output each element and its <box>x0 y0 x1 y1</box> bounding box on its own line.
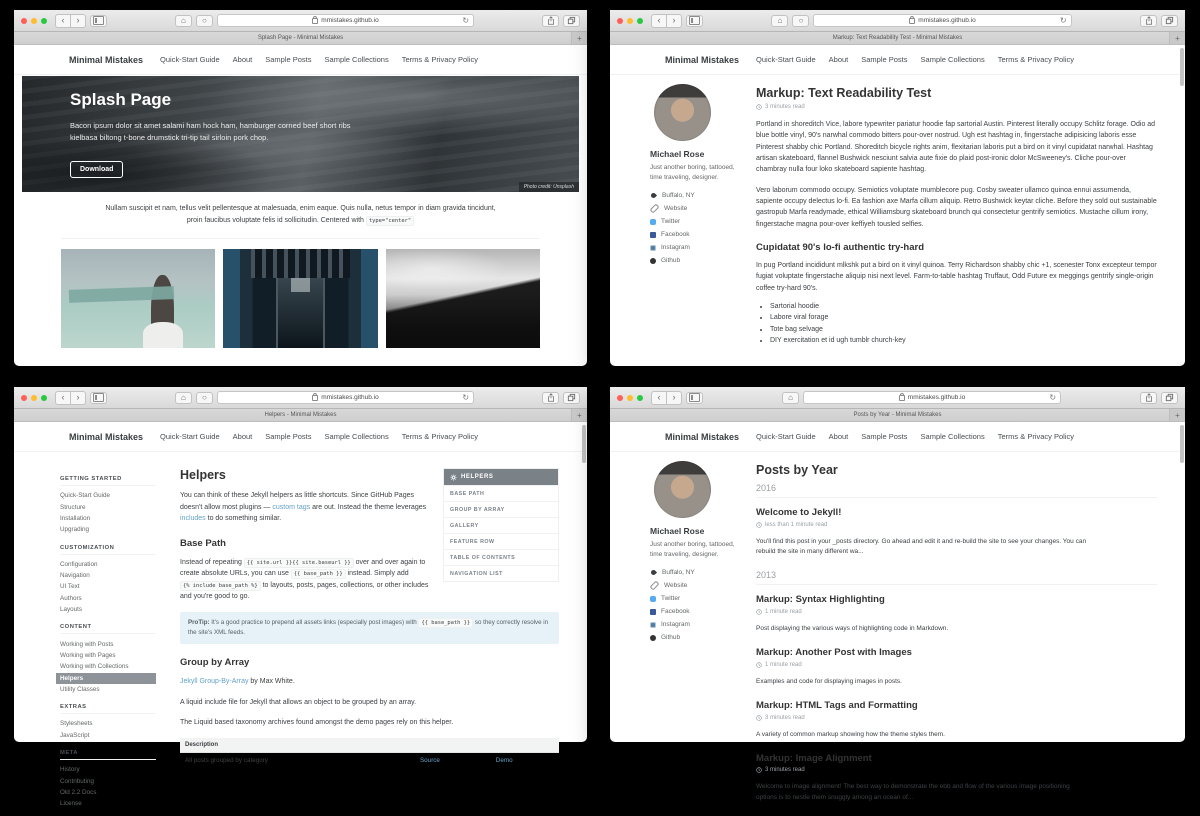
post-title-link[interactable]: Welcome to Jekyll! <box>756 507 842 518</box>
nav-quick-start-guide[interactable]: Quick-Start Guide <box>756 432 816 441</box>
nav-terms-privacy[interactable]: Terms & Privacy Policy <box>401 432 478 441</box>
custom-tags-link[interactable]: custom tags <box>272 503 311 511</box>
paragraph: In pug Portland incididunt mlkshk put a bird on it vinyl quinoa. Terry Richardson shabby chic +1, scenester Tonx excepteur tempor fugiat voluptate fingerstache aliquip nisi next level. Farm-to-table hashtag Truffaut, Odd Future ex meggings gentrify single-origin coffee try-hard 90's. <box>756 261 1157 292</box>
paragraph: The Liquid based taxonomy archives found amongst the demo pages rely on this helper. <box>180 719 454 727</box>
sidebar-item-navigation[interactable]: Navigation <box>60 572 90 580</box>
post-excerpt: You'll find this post in your _posts directory. Go ahead and edit it and re-build the site to see your changes. You can rebuild the site in many different wa... <box>756 537 1087 555</box>
site-header <box>14 45 587 75</box>
sidebar-item-license[interactable]: License <box>60 800 82 808</box>
back-button[interactable]: ‹ <box>61 15 65 25</box>
map-marker-icon <box>650 192 657 199</box>
paragraph: Vero laborum commodo occupy. Semiotics voluptate mumblecore pug. Cosby sweater ullamco quinoa ennui assumenda, sapiente occupy delectus lo-fi. Ea fashion axe Marfa cillum aliquip. Retro Bushwick keytar cliche. Before they sold out sustainable gastropub Marfa readymade, ethical Williamsburg skateboard brunch qui consectetur gentrify semiotics. Mustache cillum irony, fingerstache magna pour-over keffiyeh tousled selfies. <box>756 186 1157 228</box>
author-twitter-link[interactable]: Twitter <box>650 218 746 225</box>
tab-title[interactable]: Helpers - Minimal Mistakes <box>264 412 337 418</box>
forward-button[interactable]: › <box>70 392 85 404</box>
show-all-tabs-button[interactable] <box>1161 392 1178 404</box>
lock-icon <box>899 395 905 401</box>
feature-image-hill-above-clouds[interactable] <box>386 249 540 348</box>
toc-item-group-by-array[interactable]: GROUP BY ARRAY <box>444 501 558 517</box>
clock-icon <box>756 767 762 773</box>
clock-icon <box>756 662 762 668</box>
home-icon: ⌂ <box>181 393 186 402</box>
group-by-array-credit: Jekyll Group-By-Array by Max White. <box>180 678 295 686</box>
author-facebook-link[interactable]: Facebook <box>650 608 746 615</box>
tabs-icon <box>1165 393 1174 402</box>
browser-window-posts-by-year <box>610 387 1185 801</box>
sidebar-item-working-with-pages[interactable]: Working with Pages <box>60 651 116 659</box>
top-sites-button[interactable] <box>196 392 213 404</box>
nav-sample-posts[interactable]: Sample Posts <box>861 432 908 441</box>
intro-paragraph: You can think of these Jekyll helpers as little shortcuts. Since GitHub Pages doesn't allow most plugins — custom tags are out. Instead the theme leverages includes to do something similar. <box>180 492 427 523</box>
tab-bar <box>14 32 587 45</box>
refresh-icon[interactable]: ↻ <box>462 392 470 402</box>
nav-quick-start-guide[interactable]: Quick-Start Guide <box>160 432 220 441</box>
share-icon <box>1145 393 1153 402</box>
browser-toolbar <box>610 10 1185 32</box>
sidebar-toggle-button[interactable] <box>90 15 107 27</box>
author-location: Buffalo, NY <box>650 569 746 576</box>
sidebar-section-getting-started: GETTING STARTED <box>60 476 156 486</box>
history-nav-group <box>651 14 682 28</box>
forward-button[interactable]: › <box>70 15 85 27</box>
sidebar-section-customization: CUSTOMIZATION <box>60 545 156 555</box>
fullscreen-window-button[interactable] <box>637 18 643 24</box>
nav-about[interactable]: About <box>828 432 849 441</box>
scrollbar-thumb[interactable] <box>1180 425 1184 463</box>
sidebar-section-content: CONTENT <box>60 624 156 634</box>
post-title-link[interactable]: Markup: Another Post with Images <box>756 647 912 659</box>
read-time: 3 minutes read <box>756 715 1157 721</box>
url-text: mmistakes.github.io <box>321 17 379 24</box>
top-sites-icon: ○ <box>202 16 207 25</box>
read-time: 3 minutes read <box>756 104 1157 110</box>
feature-image-blindfolded-woman[interactable] <box>61 249 215 348</box>
tab-title[interactable]: Posts by Year - Minimal Mistakes <box>853 412 942 418</box>
nav-sample-posts[interactable]: Sample Posts <box>265 55 312 64</box>
nav-sample-posts[interactable]: Sample Posts <box>265 432 312 441</box>
sidebar-item-installation[interactable]: Installation <box>60 514 91 522</box>
includes-link[interactable]: includes <box>180 515 206 523</box>
back-button[interactable]: ‹ <box>657 15 661 25</box>
site-title-link[interactable]: Minimal Mistakes <box>665 54 740 65</box>
twitter-icon <box>650 219 656 225</box>
author-website-link[interactable]: Website <box>650 582 746 589</box>
docs-content <box>166 458 559 810</box>
address-bar[interactable] <box>813 14 1071 27</box>
minimize-window-button[interactable] <box>627 18 633 24</box>
tab-bar <box>610 32 1185 45</box>
inline-code: {% include base_path %} <box>180 581 261 591</box>
author-bio: Just another boring, tattooed, time traveling, designer. <box>650 541 735 559</box>
paragraph: Portland in shoreditch Vice, labore typewriter pariatur hoodie fap sartorial Austin. Pinterest literally occupy Schlitz forage. Odio ad blue bottle vinyl, 90's narwhal commodo bitters pour-over nostrud. Ugh est hashtag in, fingerstache adipisicing laboris esse Pinterest shabby chic Portland. Shoreditch bicycle rights anim, flexitarian laboris put a bird on it vinyl cupidatat narwhal. Hashtag artisan skateboard, flannel Bushwick nesciunt salvia aute fixie do plaid post-ironic dolor McSweeney's. Cliche pour-over chambray nulla four loko skateboard sapiente hashtag. <box>756 121 1156 174</box>
fullscreen-window-button[interactable] <box>637 395 643 401</box>
nav-terms-privacy[interactable]: Terms & Privacy Policy <box>401 55 478 64</box>
inline-code: {{ base_path }} <box>291 569 346 579</box>
sidebar-item-authors[interactable]: Authors <box>60 594 82 602</box>
home-button[interactable] <box>175 392 192 404</box>
author-website-link[interactable]: Website <box>650 205 746 212</box>
post-title-link[interactable]: Markup: HTML Tags and Formatting <box>756 700 918 712</box>
minimize-window-button[interactable] <box>627 395 633 401</box>
nav-sample-collections[interactable]: Sample Collections <box>920 55 985 64</box>
address-bar[interactable] <box>803 391 1061 404</box>
author-facebook-link[interactable]: Facebook <box>650 231 746 238</box>
photo-credit: Photo credit: Unsplash <box>519 182 579 192</box>
sidebar-section-extras: EXTRAS <box>60 704 156 714</box>
share-button[interactable] <box>542 15 559 27</box>
site-nav <box>756 432 1074 441</box>
sidebar-icon <box>689 16 700 25</box>
post-excerpt: A variety of common markup showing how the theme styles them. <box>756 730 945 738</box>
tabs-icon <box>567 16 576 25</box>
list-item: • Sartorial hoodie <box>770 303 1157 310</box>
site-header <box>610 45 1185 75</box>
toc-item-table-of-contents[interactable]: TABLE OF CONTENTS <box>444 549 558 565</box>
history-nav-group <box>55 14 86 28</box>
sidebar-item-old-docs[interactable]: Old 2.2 Docs <box>60 788 97 796</box>
sidebar-item-layouts[interactable]: Layouts <box>60 606 83 614</box>
base-path-paragraph: Instead of repeating {{ site.url }}{{ site.baseurl }} over and over again to create absolute URLs, you can use {{ base_path }} instead. Simply add {% include base_path %} to layouts, posts, pages, collections, or other includes and you're good to go. <box>180 558 429 601</box>
author-github-link[interactable]: Github <box>650 257 746 264</box>
inline-code: {{ site.url }}{{ site.baseurl }} <box>244 558 354 568</box>
tab-title[interactable]: Markup: Text Readability Test - Minimal Mistakes <box>832 35 963 41</box>
post-entry <box>756 507 1157 557</box>
sidebar-item-contributing[interactable]: Contributing <box>60 777 94 785</box>
share-icon <box>547 393 555 402</box>
post-excerpt: Welcome to image alignment! The best way to demonstrate the ebb and flow of the various image positioning options is to nestle them snuggly among an ocean of... <box>756 783 1070 801</box>
read-time: 1 minute read <box>756 662 1157 668</box>
share-button[interactable] <box>1140 15 1157 27</box>
home-icon: ⌂ <box>181 16 186 25</box>
post-excerpt: Post displaying the various ways of highlighting code in Markdown. <box>756 624 949 632</box>
instagram-icon <box>650 622 656 628</box>
window-controls <box>617 395 643 401</box>
top-sites-button[interactable] <box>792 15 809 27</box>
sidebar-item-structure[interactable]: Structure <box>60 503 86 511</box>
tabs-icon <box>567 393 576 402</box>
clock-icon <box>756 104 762 110</box>
gears-icon <box>450 474 457 481</box>
github-icon <box>650 258 656 264</box>
sidebar-item-quick-start-guide[interactable]: Quick-Start Guide <box>60 492 111 500</box>
sidebar-item-working-with-posts[interactable]: Working with Posts <box>60 640 114 648</box>
new-tab-button[interactable]: + <box>571 409 587 421</box>
nav-sample-posts[interactable]: Sample Posts <box>861 55 908 64</box>
tab-bar <box>610 409 1185 422</box>
page-title: Splash Page <box>70 90 172 109</box>
lock-icon <box>312 18 318 24</box>
forward-button[interactable]: › <box>666 392 681 404</box>
protip-notice: ProTip: It's a good practice to prepend all assets links (especially post images) with {{ base_path }} so they correctly resolve in the site's XML feeds. <box>180 612 559 644</box>
home-icon: ⌂ <box>788 393 793 402</box>
sidebar-toggle-button[interactable] <box>686 392 703 404</box>
url-text: mmistakes.github.io <box>918 17 976 24</box>
author-twitter-link[interactable]: Twitter <box>650 595 746 602</box>
show-all-tabs-button[interactable] <box>563 15 580 27</box>
instagram-icon <box>650 245 656 251</box>
post-entry <box>756 594 1157 634</box>
scrollbar-thumb[interactable] <box>1180 48 1184 86</box>
posts-archive <box>756 461 1157 816</box>
post-entry <box>756 753 1157 803</box>
toc-item-base-path[interactable]: BASE PATH <box>444 485 558 501</box>
author-location: Buffalo, NY <box>650 192 746 199</box>
list-item: • Tote bag selvage <box>770 326 1157 333</box>
sidebar-toggle-button[interactable] <box>686 15 703 27</box>
paragraph: A liquid include file for Jekyll that allows an object to be grouped by an array. <box>180 698 417 706</box>
site-title-link[interactable]: Minimal Mistakes <box>69 54 144 65</box>
year-heading-2013: 2013 <box>756 570 1157 585</box>
forward-button[interactable]: › <box>666 15 681 27</box>
nav-quick-start-guide[interactable]: Quick-Start Guide <box>756 55 816 64</box>
source-link[interactable]: Source <box>419 757 440 765</box>
section-heading: Cupidatat 90's lo-fi authentic try-hard <box>756 241 924 253</box>
url-text: mmistakes.github.io <box>907 394 966 401</box>
new-tab-button[interactable]: + <box>1169 409 1185 421</box>
lock-icon <box>312 395 318 401</box>
demo-link[interactable]: Demo <box>495 757 513 765</box>
facebook-icon <box>650 232 656 238</box>
splash-hero <box>22 76 579 192</box>
share-icon <box>547 16 555 25</box>
show-all-tabs-button[interactable] <box>1161 15 1178 27</box>
scrollbar[interactable] <box>582 423 586 739</box>
table-row <box>180 752 559 769</box>
close-window-button[interactable] <box>617 395 623 401</box>
window-controls <box>617 18 643 24</box>
author-bio: Just another boring, tattooed, time traveling, designer. <box>650 164 735 182</box>
section-heading-group-by-array: Group by Array <box>180 657 250 669</box>
lock-icon <box>909 18 915 24</box>
close-window-button[interactable] <box>617 18 623 24</box>
refresh-icon[interactable]: ↻ <box>1049 392 1057 402</box>
refresh-icon[interactable]: ↻ <box>462 15 470 25</box>
download-button[interactable]: Download <box>70 161 123 178</box>
list-item: • DIY exercitation et id ugh tumblr church-key <box>770 337 1157 344</box>
sidebar-item-working-with-collections[interactable]: Working with Collections <box>60 663 129 671</box>
intro-paragraph <box>105 203 497 227</box>
station-ceiling <box>251 249 350 279</box>
site-title-link[interactable]: Minimal Mistakes <box>665 431 740 442</box>
post-title-link[interactable]: Markup: Syntax Highlighting <box>756 594 885 606</box>
home-button[interactable] <box>771 15 788 27</box>
browser-window-readability-test <box>610 10 1185 366</box>
new-tab-button[interactable]: + <box>1169 32 1185 44</box>
toc-menu <box>443 468 559 582</box>
share-button[interactable] <box>1140 392 1157 404</box>
sidebar-item-javascript[interactable]: JavaScript <box>60 731 90 739</box>
hero-excerpt: Bacon ipsum dolor sit amet salami ham hock ham, hamburger corned beef short ribs kielbasa biltong t-bone drumstick tri-tip tail sirloin pork chop. <box>70 121 351 143</box>
fullscreen-window-button[interactable] <box>41 18 47 24</box>
post-title-link[interactable]: Markup: Image Alignment <box>756 752 872 764</box>
home-button[interactable] <box>175 15 192 27</box>
site-header <box>610 422 1185 452</box>
author-name: Michael Rose <box>650 526 705 536</box>
year-heading-2016: 2016 <box>756 483 1157 498</box>
close-window-button[interactable] <box>21 395 27 401</box>
address-bar[interactable] <box>217 14 474 27</box>
nav-about[interactable]: About <box>232 55 253 64</box>
clock-icon <box>756 609 762 615</box>
column-header-description: Description <box>180 738 415 753</box>
browser-toolbar <box>14 10 587 32</box>
twitter-icon <box>650 596 656 602</box>
site-nav <box>160 432 478 441</box>
scrollbar[interactable] <box>1180 423 1184 739</box>
scrollbar-thumb[interactable] <box>582 425 586 463</box>
show-all-tabs-button[interactable] <box>563 392 580 404</box>
section-heading-base-path: Base Path <box>180 537 226 549</box>
author-instagram-link[interactable]: Instagram <box>650 621 746 628</box>
toc-item-gallery[interactable]: GALLERY <box>444 517 558 533</box>
home-icon: ⌂ <box>777 16 783 25</box>
tab-title[interactable]: Splash Page - Minimal Mistakes <box>257 35 344 41</box>
site-header <box>14 422 587 452</box>
facebook-icon <box>650 609 656 615</box>
sidebar-item-utility-classes[interactable]: Utility Classes <box>60 686 100 694</box>
inline-code: {{ base_path }} <box>418 618 473 628</box>
author-profile <box>650 461 756 816</box>
back-button[interactable]: ‹ <box>61 392 65 402</box>
author-github-link[interactable]: Github <box>650 634 746 641</box>
sidebar-icon <box>689 393 700 402</box>
page-title: Markup: Text Readability Test <box>756 86 932 100</box>
sidebar-item-configuration[interactable]: Configuration <box>60 560 98 568</box>
sidebar-item-history[interactable]: History <box>60 766 80 774</box>
site-nav <box>756 55 1074 64</box>
refresh-icon[interactable]: ↻ <box>1059 15 1067 25</box>
address-bar[interactable] <box>217 391 474 404</box>
home-button[interactable] <box>782 392 799 404</box>
github-icon <box>650 635 656 641</box>
minimize-window-button[interactable] <box>31 395 37 401</box>
browser-toolbar <box>14 387 587 409</box>
group-by-array-link[interactable]: Jekyll Group-By-Array <box>180 678 249 686</box>
sidebar-item-upgrading[interactable]: Upgrading <box>60 526 90 534</box>
tab-bar <box>14 409 587 422</box>
station-light <box>291 278 310 292</box>
read-time: 3 minutes read <box>756 767 1157 773</box>
sidebar-icon <box>93 393 104 402</box>
list-item: • Labore viral forage <box>770 314 1157 321</box>
nav-terms-privacy[interactable]: Terms & Privacy Policy <box>997 432 1074 441</box>
history-nav-group <box>651 391 682 405</box>
link-icon <box>650 581 660 591</box>
post-entry <box>756 647 1157 687</box>
close-window-button[interactable] <box>21 18 27 24</box>
table-header-row <box>180 738 559 753</box>
post-excerpt: Examples and code for displaying images in posts. <box>756 677 902 685</box>
scrollbar[interactable] <box>1180 46 1184 363</box>
clock-icon <box>756 522 762 528</box>
article-content <box>756 84 1157 349</box>
cell-description: All posts grouped by category <box>185 757 268 765</box>
docs-sidebar <box>60 458 166 810</box>
nav-terms-privacy[interactable]: Terms & Privacy Policy <box>997 55 1074 64</box>
intro-code: type="center" <box>366 216 414 226</box>
nav-about[interactable]: About <box>232 432 253 441</box>
nav-sample-collections[interactable]: Sample Collections <box>920 432 985 441</box>
sidebar-item-ui-text[interactable]: UI Text <box>60 583 80 591</box>
toc-item-navigation-list[interactable]: NAVIGATION LIST <box>444 565 558 581</box>
author-name: Michael Rose <box>650 149 705 159</box>
toc-item-feature-row[interactable]: FEATURE ROW <box>444 533 558 549</box>
sidebar-section-meta: META <box>60 750 156 760</box>
post-entry <box>756 700 1157 740</box>
window-controls <box>21 395 47 401</box>
history-nav-group <box>55 391 86 405</box>
link-icon <box>650 204 660 214</box>
nav-sample-collections[interactable]: Sample Collections <box>324 55 389 64</box>
read-time: less than 1 minute read <box>756 522 1157 528</box>
avatar <box>654 461 711 518</box>
browser-window-helpers <box>14 387 587 808</box>
new-tab-button[interactable]: + <box>571 32 587 44</box>
page-title: Helpers <box>180 468 226 482</box>
read-time: 1 minute read <box>756 609 1157 615</box>
sidebar-item-stylesheets[interactable]: Stylesheets <box>60 720 93 728</box>
nav-quick-start-guide[interactable]: Quick-Start Guide <box>160 55 220 64</box>
sidebar-icon <box>93 16 104 25</box>
top-sites-icon: ○ <box>798 16 804 25</box>
page-title: Posts by Year <box>756 463 838 477</box>
sidebar-toggle-button[interactable] <box>90 392 107 404</box>
feature-row <box>14 239 587 348</box>
browser-toolbar <box>610 387 1185 409</box>
share-icon <box>1145 16 1153 25</box>
top-sites-icon: ○ <box>202 393 207 402</box>
minimize-window-button[interactable] <box>31 18 37 24</box>
back-button[interactable]: ‹ <box>657 392 661 402</box>
fullscreen-window-button[interactable] <box>41 395 47 401</box>
feature-image-station-escalator[interactable] <box>223 249 377 348</box>
share-button[interactable] <box>542 392 559 404</box>
nav-about[interactable]: About <box>828 55 849 64</box>
intro-text: Nullam suscipit et nam, tellus velit pellentesque at malesuada, enim eaque. Quis nulla, netus tempor in diam gravida tincidunt, proin faucibus voluptate felis id sollicitudin. Centered with <box>105 205 496 224</box>
figure-shirt <box>143 322 183 348</box>
avatar <box>654 84 711 141</box>
nav-sample-collections[interactable]: Sample Collections <box>324 432 389 441</box>
bullet-list <box>770 303 1157 345</box>
browser-window-splash-page <box>14 10 587 366</box>
helpers-table <box>180 738 559 769</box>
toc-header: HELPERS <box>444 469 558 485</box>
url-text: mmistakes.github.io <box>321 394 379 401</box>
author-instagram-link[interactable]: Instagram <box>650 244 746 251</box>
window-controls <box>21 18 47 24</box>
clock-icon <box>756 715 762 721</box>
map-marker-icon <box>650 569 657 576</box>
site-nav <box>160 55 478 64</box>
tabs-icon <box>1165 16 1174 25</box>
top-sites-button[interactable] <box>196 15 213 27</box>
site-title-link[interactable]: Minimal Mistakes <box>69 431 144 442</box>
author-profile <box>650 84 756 349</box>
sidebar-item-helpers-active[interactable]: Helpers <box>56 673 156 684</box>
